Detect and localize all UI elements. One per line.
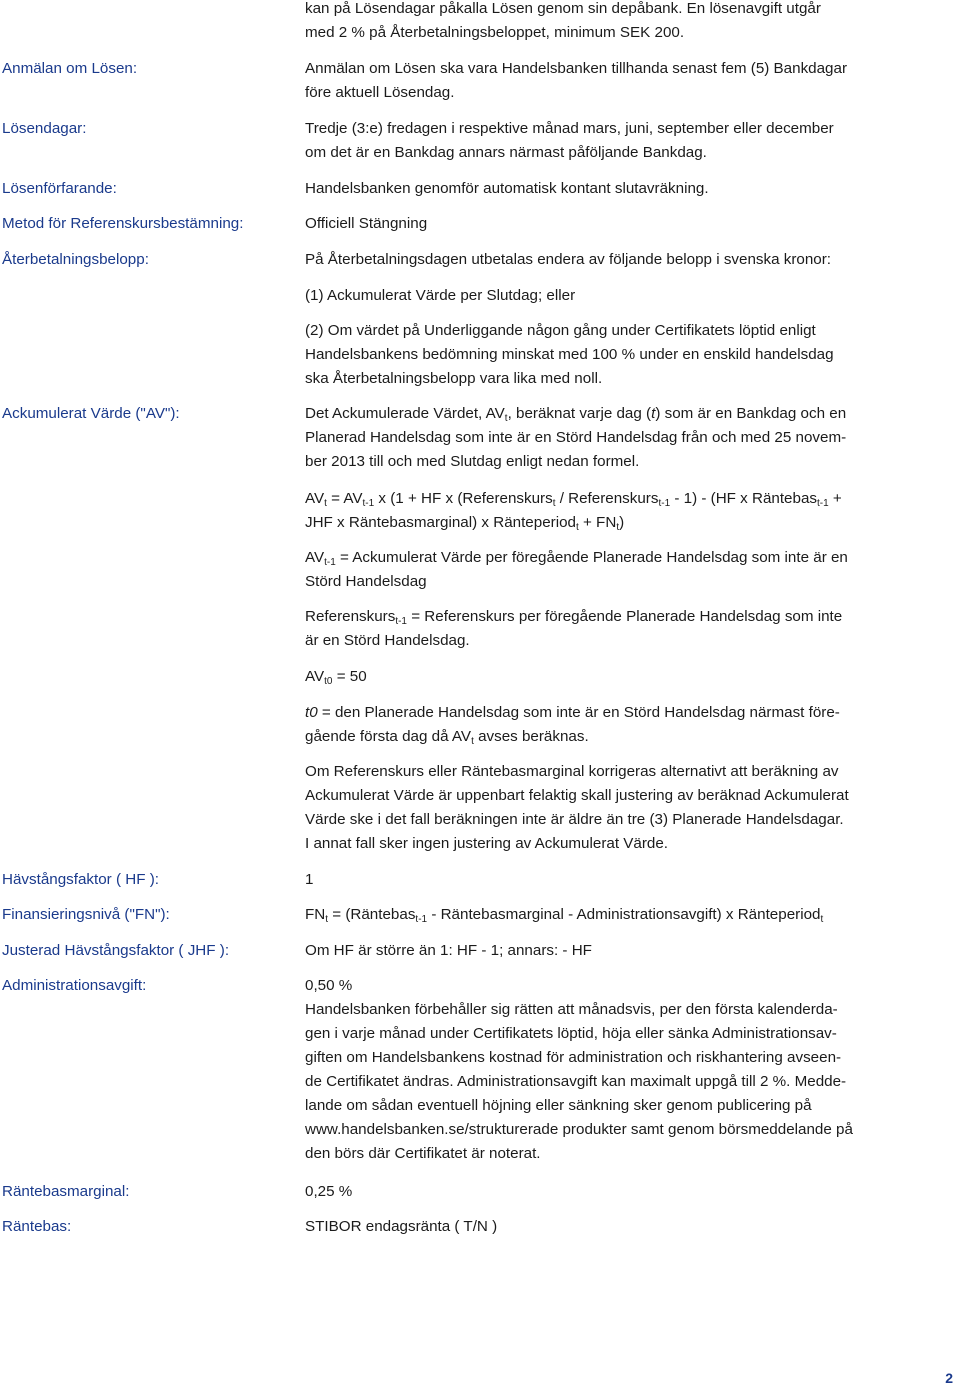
ackumulerat-description: Det Ackumulerade Värdet, $AV_t$, beräknat varje dag (t) som är en Bankdag och en Planerad Handelsdag som inte är en Störd Handelsdag från och med 25 novem- ber 2013 till och med Slutdag enligt nedan formel.: [305, 405, 847, 470]
av-formula: $AV_t = AV_{t-1}$ x (1 + HF x (Referenskurs$_t$ / Referenskurs$_{t-1}$ - 1) - (HF x Räntebas$_{t-1}$ + JHF x Räntebasmarginal) x Ränteperiod$_t$ + $FN_t$): [305, 490, 842, 533]
fn-formula: $FN_t$ = (Räntebas$_{t-1}$ - Räntebasmarginal - Administrationsavgift) x Ränteperiod$_t$: [305, 906, 824, 925]
page-number: 2: [945, 1370, 953, 1386]
admin-text: Handelsbanken förbehåller sig rätten att månadsvis, per den första kalenderda- gen i varje månad under Certifikatets löptid, höja eller sänka Administrationsav- giften om Handelsbankens kostnad för administration och riskhantering avseen- de Certifikatet ändras. Administrationsavgift kan maximalt uppgå till 2 %. Medde- lande om sådan eventuell höjning eller sänkning sker genom publicering på www.handelsbanken.se/strukturerade produkter samt genom börsmeddelande på den börs där Certifikatet är noterat.: [305, 1001, 853, 1162]
metod-label: Metod för Referenskursbestämning:: [2, 215, 244, 232]
admin-value: 0,50 %: [305, 977, 353, 994]
losenforfarande-value: Handelsbanken genomför automatisk kontant slutavräkning.: [305, 180, 709, 197]
hf-label: Hävstångsfaktor ( HF ):: [2, 871, 159, 888]
losenforfarande-label: Lösenförfarande:: [2, 180, 117, 197]
losendagar-value: Tredje (3:e) fredagen i respektive månad mars, juni, september eller december om det är en Bankdag annars närmast påföljande Bankdag.: [305, 120, 834, 161]
definition-t0: t0 = den Planerade Handelsdag som inte är en Störd Handelsdag närmast före- gående första dag då $AV_t$ avses beräknas.: [305, 704, 840, 747]
aterbetalning-intro: På Återbetalningsdagen utbetalas endera av följande belopp i svenska kronor:: [305, 251, 832, 268]
definition-referenskurs-prev: Referenskurs$_{t-1}$ = Referenskurs per föregående Planerade Handelsdag som inte är en Störd Handelsdag.: [305, 608, 843, 649]
admin-label: Administrationsavgift:: [2, 977, 147, 994]
aterbetalning-option-1: (1) Ackumulerat Värde per Slutdag; eller: [305, 287, 576, 304]
continued-text: kan på Lösendagar påkalla Lösen genom sin depåbank. En lösenavgift utgår med 2 % på Återbetalningsbeloppet, minimum SEK 200.: [305, 0, 821, 41]
hf-value: 1: [305, 871, 314, 888]
rantebasmarginal-label: Räntebasmarginal:: [2, 1183, 130, 1200]
aterbetalning-label: Återbetalningsbelopp:: [2, 251, 149, 268]
fn-label: Finansieringsnivå ("FN"):: [2, 906, 170, 923]
rantebasmarginal-value: 0,25 %: [305, 1183, 353, 1200]
definition-av-prev: $AV_{t-1}$ = Ackumulerat Värde per föregående Planerade Handelsdag som inte är en Störd Handelsdag: [305, 549, 848, 590]
ackumulerat-label: Ackumulerat Värde ("AV"):: [2, 405, 180, 422]
jhf-label: Justerad Hävstångsfaktor ( JHF ):: [2, 942, 230, 959]
anmalan-label: Anmälan om Lösen:: [2, 60, 138, 77]
rantebas-label: Räntebas:: [2, 1218, 72, 1235]
correction-text: Om Referenskurs eller Räntebasmarginal korrigeras alternativt att beräkning av Ackumulerat Värde är uppenbart felaktig skall justering av beräknad Ackumulerat Värde ske i det fall beräkningen inte är äldre än tre (3) Planerade Handelsdagar. I annat fall sker ingen justering av Ackumulerat Värde.: [305, 763, 849, 852]
anmalan-value: Anmälan om Lösen ska vara Handelsbanken tillhanda senast fem (5) Bankdagar före aktuell Lösendag.: [305, 60, 848, 101]
jhf-value: Om HF är större än 1: HF - 1; annars: - HF: [305, 942, 592, 959]
aterbetalning-option-2: (2) Om värdet på Underliggande någon gång under Certifikatets löptid enligt Handelsbankens bedömning minskat med 100 % under en enskild handelsdag ska Återbetalningsbelopp vara lika med noll.: [305, 322, 834, 387]
definition-av-t0: $AV_{t0} = 50$: [305, 668, 367, 687]
rantebas-value: STIBOR endagsränta ( T/N ): [305, 1218, 498, 1235]
metod-value: Officiell Stängning: [305, 215, 428, 232]
losendagar-label: Lösendagar:: [2, 120, 87, 137]
